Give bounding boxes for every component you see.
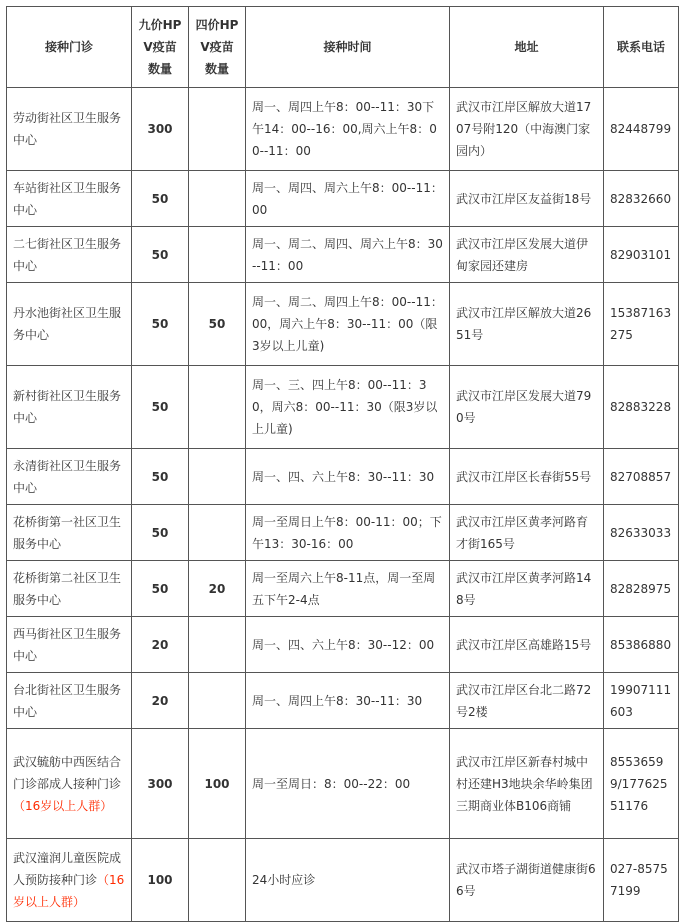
clinic-name: 台北街社区卫生服务中心 xyxy=(7,673,132,729)
clinic-address: 武汉市江岸区台北二路72号2楼 xyxy=(450,673,604,729)
clinic-phone: 85386880 xyxy=(604,617,679,673)
vaccine-clinic-table xyxy=(6,6,679,922)
header-clinic: 接种门诊 xyxy=(7,7,132,88)
four-valent-count xyxy=(189,366,246,449)
clinic-name: 武汉潼润儿童医院成人预防接种门诊 xyxy=(13,851,122,887)
table-row xyxy=(7,88,679,171)
clinic-name: 西马街社区卫生服务中心 xyxy=(7,617,132,673)
table-row xyxy=(7,366,679,449)
vaccination-time: 周一至周六上午8-11点，周一至周五下午2-4点 xyxy=(246,561,450,617)
nine-valent-count: 50 xyxy=(132,171,189,227)
vaccination-time: 周一、周四上午8：30--11：30 xyxy=(246,673,450,729)
vaccination-time: 周一、周四上午8：00--11：30下午14：00--16：00,周六上午8：00--11：00 xyxy=(246,88,450,171)
nine-valent-count: 50 xyxy=(132,283,189,366)
clinic-address: 武汉市塔子湖街道健康街66号 xyxy=(450,839,604,922)
clinic-name: 劳动街社区卫生服务中心 xyxy=(7,88,132,171)
four-valent-count xyxy=(189,227,246,283)
table-row xyxy=(7,283,679,366)
header-four-valent: 四价HPV疫苗数量 xyxy=(189,7,246,88)
header-time: 接种时间 xyxy=(246,7,450,88)
table-row xyxy=(7,673,679,729)
nine-valent-count: 20 xyxy=(132,617,189,673)
table-row xyxy=(7,561,679,617)
table-row xyxy=(7,729,679,839)
clinic-phone: 82832660 xyxy=(604,171,679,227)
clinic-name: 新村街社区卫生服务中心 xyxy=(7,366,132,449)
vaccination-time: 24小时应诊 xyxy=(246,839,450,922)
nine-valent-count: 50 xyxy=(132,366,189,449)
clinic-phone: 82448799 xyxy=(604,88,679,171)
clinic-address: 武汉市江岸区发展大道伊甸家园还建房 xyxy=(450,227,604,283)
four-valent-count: 50 xyxy=(189,283,246,366)
table-row xyxy=(7,617,679,673)
table-row xyxy=(7,505,679,561)
clinic-phone: 15387163275 xyxy=(604,283,679,366)
clinic-phone: 027-85757199 xyxy=(604,839,679,922)
clinic-phone: 82708857 xyxy=(604,449,679,505)
four-valent-count xyxy=(189,449,246,505)
vaccination-time: 周一、周四、周六上午8：00--11：00 xyxy=(246,171,450,227)
vaccination-time: 周一、四、六上午8：30--11：30 xyxy=(246,449,450,505)
vaccination-time: 周一、四、六上午8：30--12：00 xyxy=(246,617,450,673)
nine-valent-count: 300 xyxy=(132,88,189,171)
nine-valent-count: 50 xyxy=(132,227,189,283)
clinic-phone: 82903101 xyxy=(604,227,679,283)
nine-valent-count: 50 xyxy=(132,561,189,617)
clinic-address: 武汉市江岸区长春街55号 xyxy=(450,449,604,505)
nine-valent-count: 50 xyxy=(132,449,189,505)
nine-valent-count: 50 xyxy=(132,505,189,561)
clinic-name: 花桥街第一社区卫生服务中心 xyxy=(7,505,132,561)
clinic-address: 武汉市江岸区黄孝河路育才街165号 xyxy=(450,505,604,561)
header-phone: 联系电话 xyxy=(604,7,679,88)
table-row xyxy=(7,171,679,227)
clinic-address: 武汉市江岸区高雄路15号 xyxy=(450,617,604,673)
table-row xyxy=(7,449,679,505)
four-valent-count xyxy=(189,839,246,922)
nine-valent-count: 300 xyxy=(132,729,189,839)
clinic-cell xyxy=(7,839,132,922)
four-valent-count xyxy=(189,88,246,171)
clinic-address: 武汉市江岸区黄孝河路148号 xyxy=(450,561,604,617)
nine-valent-count: 20 xyxy=(132,673,189,729)
clinic-name: 永清街社区卫生服务中心 xyxy=(7,449,132,505)
clinic-address: 武汉市江岸区友益街18号 xyxy=(450,171,604,227)
clinic-phone: 82633033 xyxy=(604,505,679,561)
vaccination-time: 周一、周二、周四、周六上午8：30--11：00 xyxy=(246,227,450,283)
clinic-address: 武汉市江岸区发展大道790号 xyxy=(450,366,604,449)
header-address: 地址 xyxy=(450,7,604,88)
vaccination-time: 周一至周日上午8：00-11：00；下午13：30-16：00 xyxy=(246,505,450,561)
table-row xyxy=(7,227,679,283)
four-valent-count: 20 xyxy=(189,561,246,617)
clinic-name: 丹水池街社区卫生服务中心 xyxy=(7,283,132,366)
clinic-phone: 82883228 xyxy=(604,366,679,449)
nine-valent-count: 100 xyxy=(132,839,189,922)
clinic-name: 武汉毓舫中西医结合门诊部成人接种门诊 xyxy=(13,754,122,791)
clinic-phone: 85536599/17762551176 xyxy=(604,729,679,839)
vaccination-time: 周一、周二、周四上午8：00--11：00，周六上午8：30--11：00（限3岁以上儿童) xyxy=(246,283,450,366)
vaccination-time: 周一至周日：8：00--22：00 xyxy=(246,729,450,839)
four-valent-count xyxy=(189,673,246,729)
clinic-name: 二七街社区卫生服务中心 xyxy=(7,227,132,283)
clinic-address: 武汉市江岸区解放大道2651号 xyxy=(450,283,604,366)
clinic-name: 花桥街第二社区卫生服务中心 xyxy=(7,561,132,617)
clinic-cell xyxy=(7,729,132,839)
age-note: （16岁以上人群） xyxy=(13,873,125,909)
clinic-address: 武汉市江岸区解放大道1707号附120（中海澳门家园内） xyxy=(450,88,604,171)
four-valent-count xyxy=(189,617,246,673)
vaccination-time: 周一、三、四上午8：00--11：30，周六8：00--11：30（限3岁以上儿童) xyxy=(246,366,450,449)
header-nine-valent: 九价HPV疫苗数量 xyxy=(132,7,189,88)
four-valent-count xyxy=(189,171,246,227)
header-row xyxy=(7,7,679,88)
clinic-phone: 19907111603 xyxy=(604,673,679,729)
age-note: （16岁以上人群） xyxy=(13,798,113,813)
clinic-address: 武汉市江岸区新春村城中村还建H3地块余华岭集团三期商业体B106商铺 xyxy=(450,729,604,839)
clinic-phone: 82828975 xyxy=(604,561,679,617)
table-row xyxy=(7,839,679,922)
clinic-name: 车站街社区卫生服务中心 xyxy=(7,171,132,227)
four-valent-count: 100 xyxy=(189,729,246,839)
four-valent-count xyxy=(189,505,246,561)
